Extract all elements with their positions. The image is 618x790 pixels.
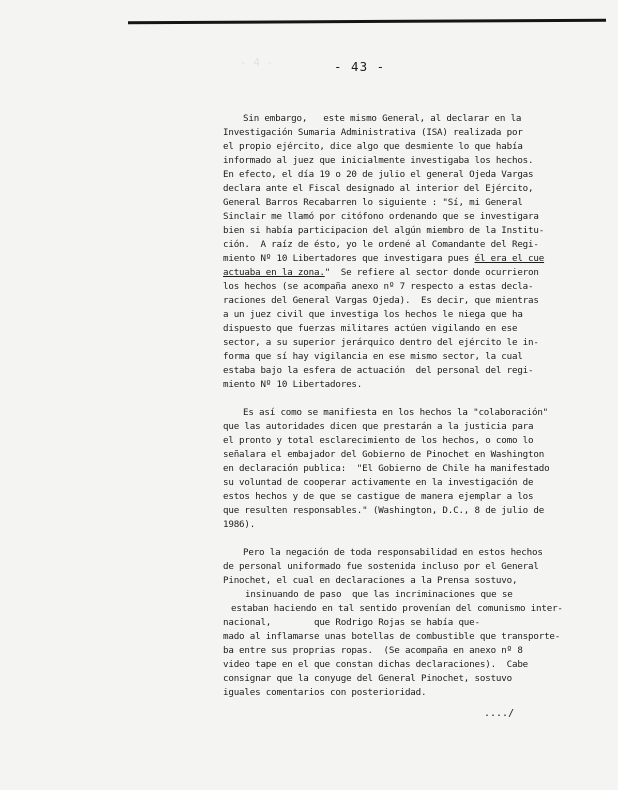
text-line: estos hechos y de que se castigue de manera ejemplar a los bbox=[223, 491, 534, 502]
text-line: dispuesto que fuerzas militares actúen vigilando en ese bbox=[223, 323, 518, 334]
text-line: miento Nº 10 Libertadores. bbox=[223, 379, 363, 390]
page-number: - 43 - bbox=[334, 59, 386, 74]
text-line: Pinochet, el cual en declaraciones a la Prensa sostuvo, bbox=[223, 575, 518, 586]
text-line: ción. A raíz de ésto, yo le ordené al Comandante del Regi- bbox=[223, 239, 539, 250]
text-segment: " Se refiere al sector donde ocurrieron bbox=[324, 267, 539, 278]
text-line: Investigación Sumaria Administrativa (ISA) realizada por bbox=[223, 127, 523, 138]
text-line: Sin embargo, este mismo General, al declarar en la bbox=[243, 113, 522, 124]
text-line: Pero la negación de toda responsabilidad en estos hechos bbox=[243, 547, 543, 558]
text-line: que resulten responsables." (Washington, D.C., 8 de julio de bbox=[223, 505, 545, 516]
text-line: nacional, que Rodrigo Rojas se había que- bbox=[223, 617, 480, 628]
text-line: informado al juez que inicialmente investigaba los hechos. bbox=[223, 155, 534, 166]
text-line: estaban haciendo en tal sentido provenían del comunismo inter- bbox=[231, 603, 563, 614]
paragraph-1 bbox=[223, 112, 573, 392]
paragraph-3 bbox=[223, 546, 573, 700]
text-line: iguales comentarios con posterioridad. bbox=[223, 687, 427, 698]
text-line: su voluntad de cooperar activamente en la investigación de bbox=[223, 477, 534, 488]
text-line: 1986). bbox=[223, 519, 256, 530]
text-line: Es así como se manifiesta en los hechos la "colaboración" bbox=[243, 407, 549, 418]
text-line: de personal uniformado fue sostenida incluso por el General bbox=[223, 561, 539, 572]
body-text bbox=[223, 112, 573, 700]
text-line: General Barros Recabarren lo siguiente : "Sí, mi General bbox=[223, 197, 523, 208]
text-line: insinuando de paso que las incriminaciones que se bbox=[245, 589, 513, 600]
text-line bbox=[223, 266, 573, 280]
text-line: el propio ejército, dice algo que desmiente lo que había bbox=[223, 141, 523, 152]
text-line bbox=[223, 252, 573, 266]
paragraph-2 bbox=[223, 406, 573, 532]
text-line: sector, a su superior jerárquico dentro del ejército le in- bbox=[223, 337, 539, 348]
text-line: video tape en el que constan dichas declaraciones). Cabe bbox=[223, 659, 529, 670]
text-line: a un juez civil que investiga los hechos le niega que ha bbox=[223, 309, 523, 320]
text-line: bien si había participacion del algún miembro de la Institu- bbox=[223, 225, 545, 236]
text-line: raciones del General Vargas Ojeda). Es decir, que mientras bbox=[223, 295, 539, 306]
text-line: consignar que la conyuge del General Pinochet, sostuvo bbox=[223, 673, 512, 684]
text-line: en declaración publica: "El Gobierno de Chile ha manifestado bbox=[223, 463, 550, 474]
text-line: estaba bajo la esfera de actuación del personal del regi- bbox=[223, 365, 534, 376]
top-rule bbox=[128, 19, 606, 25]
text-line: Sinclair me llamó por citófono ordenando que se investigara bbox=[223, 211, 539, 222]
text-line: declara ante el Fiscal designado al interior del Ejército, bbox=[223, 183, 534, 194]
underlined-text: actuaba en la zona. bbox=[223, 267, 325, 278]
text-line: En efecto, el día 19 o 20 de julio el general Ojeda Vargas bbox=[223, 169, 534, 180]
continuation-mark: ..../ bbox=[484, 708, 515, 719]
text-line: ba entre sus proprias ropas. (Se acompaña en anexo nº 8 bbox=[223, 645, 523, 656]
text-line: señalara el embajador del Gobierno de Pinochet en Washington bbox=[223, 449, 545, 460]
text-line: los hechos (se acompaña anexo nº 7 respecto a estas decla- bbox=[223, 281, 534, 292]
text-line: mado al inflamarse unas botellas de combustible que transporte- bbox=[223, 631, 561, 642]
text-line: que las autoridades dicen que prestarán a la justicia para bbox=[223, 421, 534, 432]
text-segment: miento Nº 10 Libertadores que investigara pues bbox=[223, 253, 475, 264]
text-line: forma que sí hay vigilancia en ese mismo sector, la cual bbox=[223, 351, 523, 362]
text-line: el pronto y total esclarecimiento de los hechos, o como lo bbox=[223, 435, 534, 446]
underlined-text: él era el cue bbox=[474, 253, 545, 264]
bleed-through-mark: - 4 - bbox=[240, 56, 274, 69]
